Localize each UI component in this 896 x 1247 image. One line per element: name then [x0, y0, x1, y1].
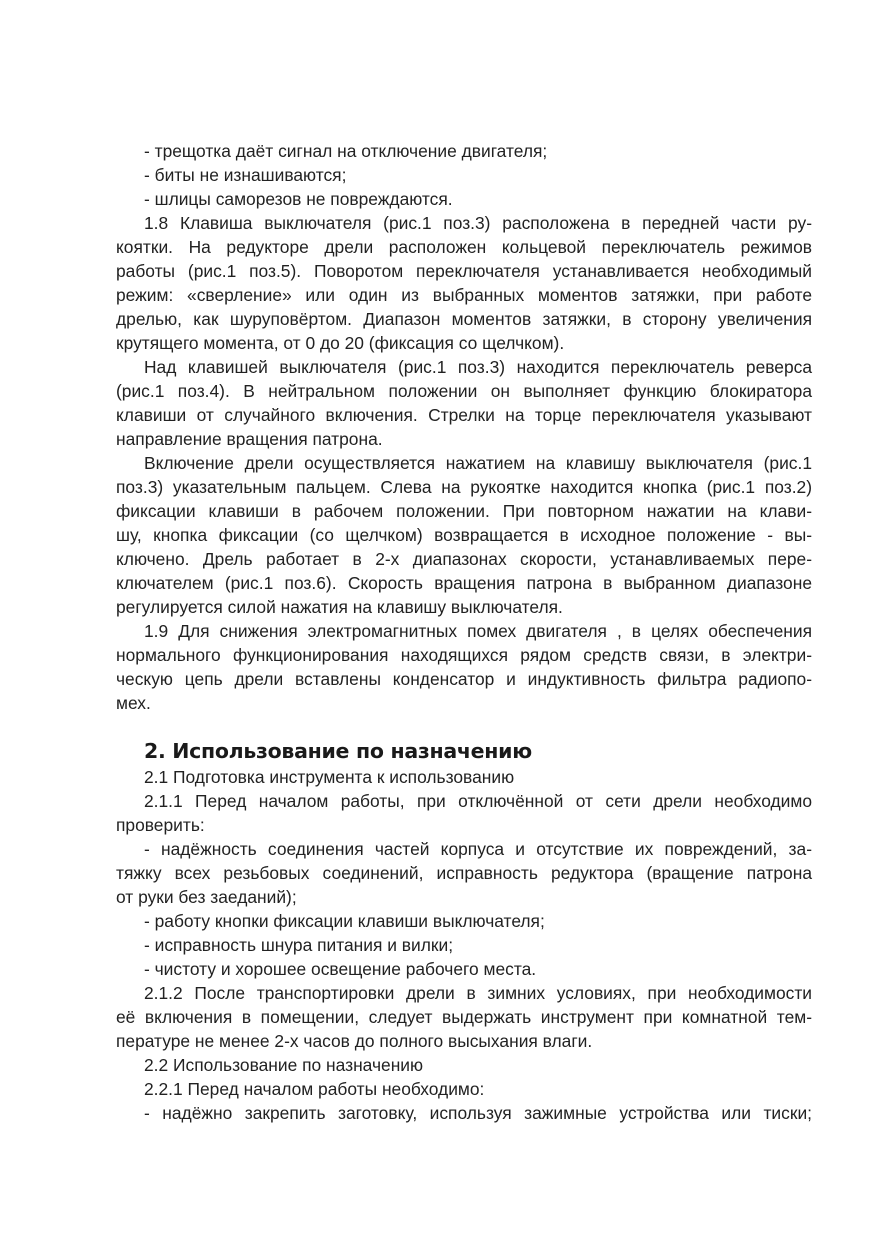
- text-line: - чистоту и хорошее освещение рабочего места.: [144, 959, 537, 979]
- text-line: пературе не менее 2-х часов до полного высыхания влаги.: [116, 1031, 593, 1051]
- text-line: 1.9 Для снижения электромагнитных помех двигателя , в целях обеспечения: [144, 621, 812, 641]
- text-line: ключателем (рис.1 поз.6). Скорость вращения патрона в выбранном диапазоне: [116, 573, 812, 593]
- section-spacer: [116, 715, 812, 737]
- text-line: Включение дрели осуществляется нажатием на клавишу выключателя (рис.1: [144, 453, 812, 473]
- text-line: 2.1.2 После транспортировки дрели в зимних условиях, при необходимости: [144, 983, 812, 1003]
- text-line: шу, кнопка фиксации (со щелчком) возвращается в исходное положение - вы-: [116, 525, 812, 545]
- text-line: клавиши от случайного включения. Стрелки на торце переключателя указывают: [116, 405, 812, 425]
- text-line: от руки без заеданий);: [116, 887, 297, 907]
- text-line: - биты не изнашиваются;: [144, 165, 347, 185]
- document-page: [116, 139, 812, 1125]
- text-line: - надёжность соединения частей корпуса и отсутствие их повреждений, за-: [144, 839, 812, 859]
- text-line: регулируется силой нажатия на клавишу выключателя.: [116, 597, 563, 617]
- section-heading: 2. Использование по назначению: [144, 739, 532, 763]
- text-line: дрелью, как шуруповёртом. Диапазон моментов затяжки, в сторону увеличения: [116, 309, 812, 329]
- text-line: ческую цепь дрели вставлены конденсатор и индуктивность фильтра радиопо-: [116, 669, 812, 689]
- text-line: коятки. На редукторе дрели расположен кольцевой переключатель режимов: [116, 237, 812, 257]
- text-line: - трещотка даёт сигнал на отключение двигателя;: [144, 141, 548, 161]
- text-line: - шлицы саморезов не повреждаются.: [144, 189, 453, 209]
- text-line: 2.2 Использование по назначению: [144, 1055, 424, 1075]
- text-line: (рис.1 поз.4). В нейтральном положении он выполняет функцию блокиратора: [116, 381, 812, 401]
- text-line: 2.2.1 Перед началом работы необходимо:: [144, 1079, 485, 1099]
- text-line: мех.: [116, 693, 151, 713]
- text-line: нормального функционирования находящихся рядом средств связи, в электри-: [116, 645, 812, 665]
- text-line: - работу кнопки фиксации клавиши выключателя;: [144, 911, 545, 931]
- text-line: - надёжно закрепить заготовку, используя зажимные устройства или тиски;: [144, 1103, 812, 1123]
- text-line: Над клавишей выключателя (рис.1 поз.3) находится переключатель реверса: [144, 357, 812, 377]
- text-line: направление вращения патрона.: [116, 429, 383, 449]
- text-line: крутящего момента, от 0 до 20 (фиксация со щелчком).: [116, 333, 565, 353]
- text-line: работы (рис.1 поз.5). Поворотом переключателя устанавливается необходимый: [116, 261, 812, 281]
- text-line: ключено. Дрель работает в 2-х диапазонах скорости, устанавливаемых пере-: [116, 549, 812, 569]
- text-line: 1.8 Клавиша выключателя (рис.1 поз.3) расположена в передней части ру-: [144, 213, 812, 233]
- text-line: 2.1.1 Перед началом работы, при отключённой от сети дрели необходимо: [144, 791, 812, 811]
- text-line: её включения в помещении, следует выдержать инструмент при комнатной тем-: [116, 1007, 812, 1027]
- text-line: проверить:: [116, 815, 205, 835]
- text-line: фиксации клавиши в рабочем положении. При повторном нажатии на клави-: [116, 501, 812, 521]
- text-line: 2.1 Подготовка инструмента к использованию: [144, 767, 515, 787]
- section-1-text: [116, 139, 812, 715]
- text-line: тяжку всех резьбовых соединений, исправность редуктора (вращение патрона: [116, 863, 812, 883]
- section-2-text: [116, 765, 812, 1125]
- text-line: - исправность шнура питания и вилки;: [144, 935, 454, 955]
- text-line: режим: «сверление» или один из выбранных моментов затяжки, при работе: [116, 285, 812, 305]
- text-line: поз.3) указательным пальцем. Слева на рукоятке находится кнопка (рис.1 поз.2): [116, 477, 812, 497]
